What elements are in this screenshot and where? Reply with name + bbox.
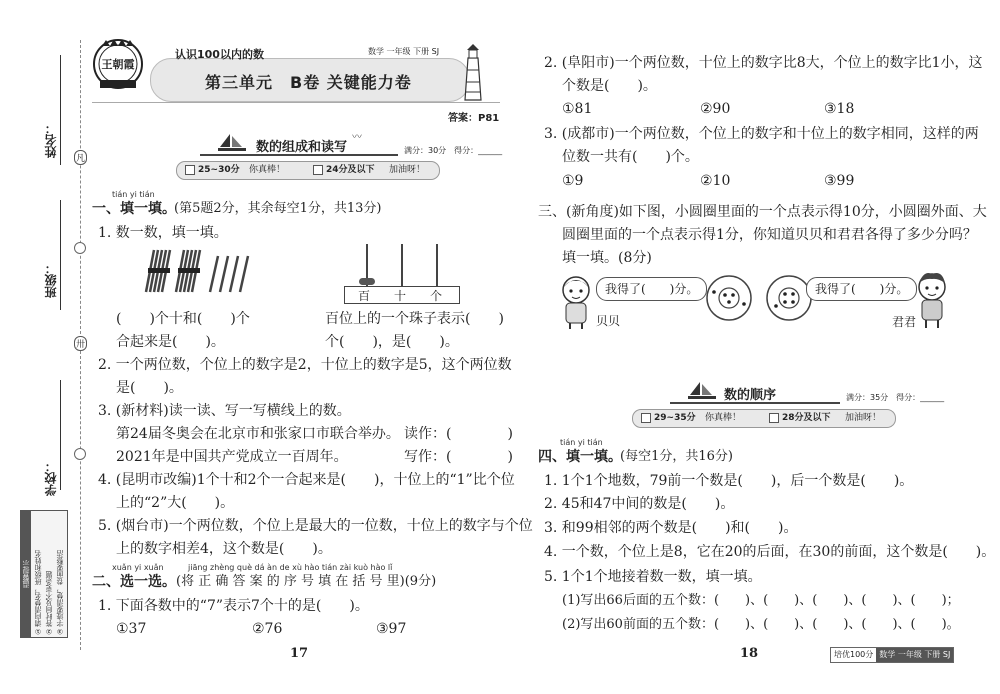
p1-q3-write: 写作：( )	[404, 449, 513, 465]
p2-q3-opt-2[interactable]: ②10	[700, 173, 731, 189]
p1-q1-line2-left: 合起来是( )。	[116, 334, 225, 350]
school-blank[interactable]	[60, 380, 61, 490]
p1-q2-line2: 是( )。	[116, 380, 183, 396]
p4-q4: 4. 一个数，个位上是8，它在20的后面，在30的前面，这个数是( )。	[544, 544, 996, 560]
part1-pinyin: tián yi tián	[112, 190, 155, 199]
abacus-figure	[344, 242, 460, 304]
part1-note: (第5题2分，其余每空1分，共13分)	[174, 201, 382, 216]
class-label: 班级：	[44, 262, 58, 298]
tip-1: ①请向清楚名，班级和姓名	[34, 550, 42, 635]
abacus-bead	[359, 278, 375, 285]
page-number-right: 18	[740, 646, 759, 661]
header-title: 第三单元 B卷 关键能力卷	[205, 73, 412, 92]
rating-low-range: 24分及以下	[326, 165, 375, 175]
bird-icon: 〰	[352, 132, 362, 143]
header-meta: 数学 一年级 下册 SJ	[368, 47, 440, 56]
p1-q1-line1-right: 百位上的一个珠子表示( )	[325, 311, 504, 327]
part4-note: (每空1分，共16分)	[620, 449, 733, 464]
abacus-label-tens: 十	[394, 289, 407, 303]
girl-beibei-illustration	[554, 274, 598, 334]
dot-circles-figure-1	[704, 274, 754, 326]
sailboat-icon	[688, 382, 716, 404]
p2-q3-line2: 位数一共有( )个。	[562, 149, 699, 165]
abacus-label-ones: 个	[430, 289, 443, 303]
p2-q1-opt-2[interactable]: ②76	[252, 621, 283, 637]
p3-line1: 三、(新角度)如下图，小圆圈里面的一个点表示得10分，小圆圈外面、大	[538, 204, 987, 220]
class-blank[interactable]	[60, 200, 61, 310]
p2-q3-opt-1[interactable]: ①9	[562, 173, 584, 189]
p3-line3: 填一填。(8分)	[562, 250, 652, 266]
rating-low-note: 加油呀！	[389, 165, 426, 175]
p2-q1: 1. 下面各数中的“7”表示7个十的是( )。	[98, 598, 369, 614]
p1-q5-line2: 上的数字相差4，这个数是( )。	[116, 541, 332, 557]
p4-q2: 2. 45和47中间的数是( )。	[544, 496, 735, 512]
p3-line2: 圆圈里面的一个点表示得1分，你知道贝贝和君君各得了多少分吗？	[562, 227, 977, 243]
tips-title: 温馨提示	[21, 511, 31, 637]
p1-q1-line2-right: 个( )，是( )。	[325, 334, 459, 350]
p1-q4-line2: 上的“2”大( )。	[116, 495, 235, 511]
part2-pinyin-b: jiāng zhèng què dá àn de xù hào tián zài kuò hào lǐ	[188, 563, 393, 572]
p1-q3: 3. (新材料)读一读、写一写横线上的数。	[98, 403, 351, 419]
rating-low-range: 28分及以下	[782, 413, 831, 423]
section2-score: 满分：35分 得分：______	[846, 393, 945, 402]
tip-3: ③字迹要清楚，卷面要整洁	[56, 550, 64, 635]
brand-meta: 数学 一年级 下册 SJ	[876, 648, 953, 662]
p1-q5-line1: 5. (烟台市)一个两位数，个位上是最大的一位数，十位上的数字与个位	[98, 518, 533, 534]
header-topic: 认识100以内的数	[175, 48, 264, 61]
speech-bubble-beibei: 我得了( )分。	[596, 277, 707, 301]
fold-mark-top: 凡	[74, 150, 87, 165]
section1-rating-bar	[176, 161, 440, 180]
p2-q3-line1: 3. (成都市)一个两位数，个位上的数字和十位上的数字相同，这样的两	[544, 126, 979, 142]
p2-q1-opt-3[interactable]: ③97	[376, 621, 407, 637]
footer-brand	[830, 647, 954, 663]
section2-title: 数的顺序	[724, 388, 777, 403]
p2-q2-opt-2[interactable]: ②90	[700, 101, 731, 117]
brand-name: 培优100分	[834, 650, 874, 659]
part4-pinyin: tián yi tián	[560, 438, 603, 447]
checkbox[interactable]	[769, 413, 779, 423]
stick-bundles-figure	[142, 246, 252, 300]
p2-q2-line1: 2. (阜阳市)一个两位数，十位上的数字比8大，个位上的数字比1小，这	[544, 55, 983, 71]
brand-logo	[92, 36, 144, 92]
part2-pinyin-a: xuǎn yi xuǎn	[112, 563, 164, 572]
rating-high-note: 你真棒！	[705, 413, 742, 423]
p1-q4-line1: 4. (昆明市改编)1个十和2个一合起来是( )，十位上的“1”比个位	[98, 472, 515, 488]
header-rule	[92, 102, 500, 103]
p2-q2-line2: 个数是( )。	[562, 78, 657, 94]
part2-note: (将 正 确 答 案 的 序 号 填 在 括 号 里)(9分)	[176, 574, 437, 589]
p1-q3-read: 读作：( )	[404, 426, 513, 442]
lighthouse-icon	[460, 44, 486, 102]
fold-mark-bottom: 卅	[74, 336, 87, 351]
section2-rating-bar	[632, 409, 896, 428]
logo-text: 王朝霞	[101, 58, 135, 71]
part4-heading: 四、填一填。	[538, 449, 622, 465]
section2-underline	[670, 402, 840, 404]
p4-q5-2: (2)写出60前面的五个数：( )、( )、( )、( )、( )。	[562, 617, 960, 632]
tip-2: ②答时间及不更条题	[45, 571, 53, 635]
name-label: 姓名：	[44, 122, 58, 158]
p1-q3-line1: 第24届冬奥会在北京市和张家口市联合举办。	[116, 426, 400, 442]
rating-high-range: 29~35分	[654, 413, 696, 423]
p2-q3-opt-3[interactable]: ③99	[824, 173, 855, 189]
sailboat-icon	[218, 134, 246, 156]
p4-q5-1: (1)写出66后面的五个数：( )、( )、( )、( )、( )；	[562, 593, 960, 608]
page-number-left: 17	[290, 646, 309, 661]
p4-q3: 3. 和99相邻的两个数是( )和( )。	[544, 520, 798, 536]
tips-box	[20, 510, 68, 638]
name-beibei: 贝贝	[596, 314, 621, 328]
p1-q2-line1: 2. 一个两位数，个位上的数字是2，十位上的数字是5，这个两位数	[98, 357, 512, 373]
part1-heading: 一、填一填。	[92, 201, 176, 217]
binding-hole	[74, 242, 86, 254]
name-junjun: 君君	[892, 315, 917, 329]
section1-title: 数的组成和读写	[256, 140, 348, 155]
rating-high-note: 你真棒！	[249, 165, 286, 175]
p1-q3-line2: 2021年是中国共产党成立一百周年。	[116, 449, 348, 465]
section1-score: 满分：30分 得分：______	[404, 146, 503, 155]
p1-q1-line1-left: ( )个十和( )个	[116, 311, 250, 327]
abacus-label-hundreds: 百	[358, 289, 371, 303]
p4-q1: 1. 1个1个地数，79前一个数是( )，后一个数是( )。	[544, 473, 914, 489]
rating-high-range: 25~30分	[198, 165, 240, 175]
p2-q1-opt-1[interactable]: ①37	[116, 621, 147, 637]
part2-heading: 二、选一选。	[92, 574, 176, 590]
p4-q5: 5. 1个1个地接着数一数，填一填。	[544, 569, 762, 585]
boy-junjun-illustration	[910, 270, 954, 334]
school-label: 学校：	[44, 460, 58, 496]
p1-q1: 1. 数一数，填一填。	[98, 225, 228, 241]
binding-hole	[74, 448, 86, 460]
answer-ref: 答案：P81	[448, 113, 500, 124]
checkbox[interactable]	[313, 165, 323, 175]
section1-underline	[200, 154, 398, 156]
p2-q2-opt-1[interactable]: ①81	[562, 101, 593, 117]
p2-q2-opt-3[interactable]: ③18	[824, 101, 855, 117]
checkbox[interactable]	[185, 165, 195, 175]
rating-low-note: 加油呀！	[845, 413, 882, 423]
checkbox[interactable]	[641, 413, 651, 423]
name-blank[interactable]	[60, 55, 61, 165]
speech-bubble-junjun: 我得了( )分。	[806, 277, 917, 301]
